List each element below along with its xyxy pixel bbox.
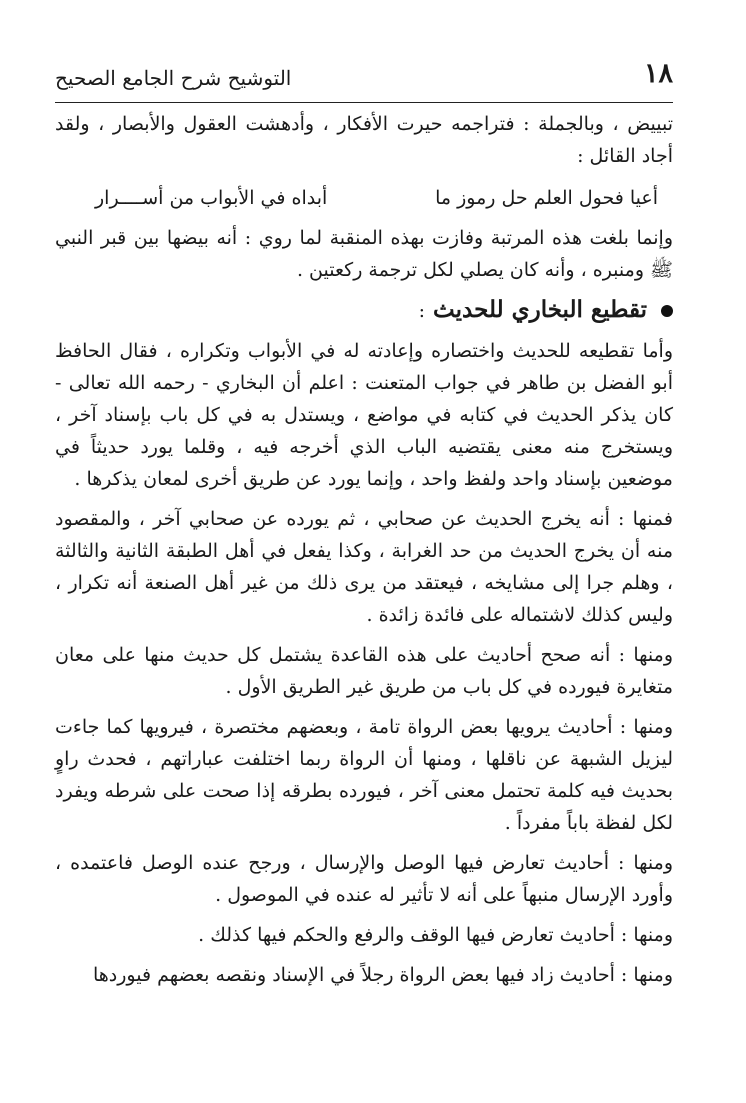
section-heading-colon: : — [418, 300, 426, 322]
paragraph-7: ومنها : أحاديث تعارض فيها الوصل والإرسال ، ورجح عنده الوصل فاعتمده ، وأورد الإرسال منبهاً على أنه لا تأثير له عنده في الموصول . — [55, 852, 673, 906]
paragraph-1: تبييض ، وبالجملة : فتراجمه حيرت الأفكار ، وأدهشت العقول والأبصار ، ولقد أجاد القائل : — [55, 113, 673, 167]
section-heading — [55, 294, 673, 327]
paragraph-4: فمنها : أنه يخرج الحديث عن صحابي ، ثم يورده عن صحابي آخر ، والمقصود منه أن يخرج الحديث من حد الغرابة ، وكذا يفعل في أهل الطبقة الثانية والثالثة ، وهلم جرا إلى مشايخه ، فيعتقد من يرى ذلك من غير أهل الصنعة أنه تكرار ، وليس كذلك لاشتماله على فائدة زائدة . — [55, 508, 673, 626]
paragraph-5: ومنها : أنه صحح أحاديث على هذه القاعدة يشتمل كل حديث منها على معان متغايرة فيورده في كل باب من طريق غير الطريق الأول . — [55, 644, 673, 698]
poem-verse — [55, 182, 673, 214]
poem-hemistich-2: أبداه في الأبواب من أســــرار — [95, 187, 328, 209]
poem-hemistich-1: أعيا فحول العلم حل رموز ما — [435, 187, 658, 209]
page-header — [55, 58, 673, 103]
section-heading-text: تقطيع البخاري للحديث — [433, 296, 647, 323]
paragraph-8: ومنها : أحاديث تعارض فيها الوقف والرفع والحكم فيها كذلك . — [198, 924, 673, 946]
page-body — [55, 108, 673, 991]
paragraph-9: ومنها : أحاديث زاد فيها بعض الرواة رجلاً في الإسناد ونقصه بعضهم فيوردها — [92, 964, 673, 986]
running-title: التوشيح شرح الجامع الصحيح — [55, 66, 292, 90]
bullet-icon — [661, 305, 673, 317]
page-number: ١٨ — [643, 58, 673, 89]
paragraph-2: وإنما بلغت هذه المرتبة وفازت بهذه المنقبة لما روي : أنه بيضها بين قبر النبي ﷺ ومنبره ، وأنه كان يصلي لكل ترجمة ركعتين . — [55, 227, 673, 281]
paragraph-3: وأما تقطيعه للحديث واختصاره وإعادته له في الأبواب وتكراره ، فقال الحافظ أبو الفضل بن طاهر في جواب المتعنت : اعلم أن البخاري - رحمه الله تعالى - كان يذكر الحديث في كتابه في مواضع ، ويستدل به في كل باب بإسناد آخر ، ويستخرج منه معنى يقتضيه الباب الذي أخرجه فيه ، وقلما يورد حديثاً في موضعين بإسناد واحد ولفظ واحد ، وإنما يورد عن طريق أخرى لمعان يذكرها . — [55, 340, 673, 490]
paragraph-6: ومنها : أحاديث يرويها بعض الرواة تامة ، وبعضهم مختصرة ، فيرويها كما جاءت ليزيل الشبهة عن ناقلها ، ومنها أن الرواة ربما اختلفت عباراتهم ، فحدث راوٍ بحديث فيه كلمة تحتمل معنى آخر ، فيورده بطرقه إذا صحت على شرطه ويفرد لكل لفظة باباً مفرداً . — [55, 716, 673, 834]
